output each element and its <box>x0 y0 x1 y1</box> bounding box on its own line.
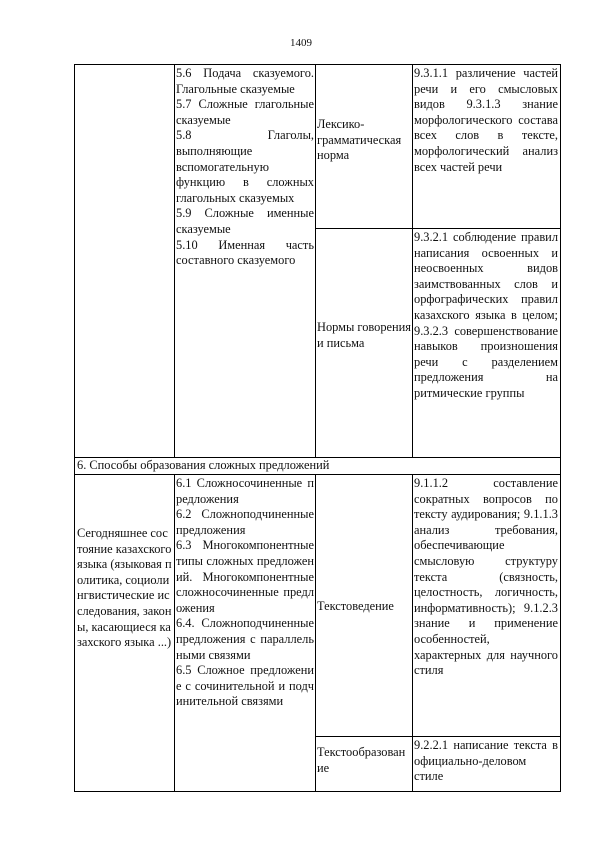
objectives-text: 9.2.2.1 написание текста в официально-деловом стиле <box>414 738 558 784</box>
norm-name-cell <box>317 599 411 619</box>
table-rule-right <box>560 64 561 792</box>
subtopic-item: 5.8 Глаголы, выполняющие вспомогательную функцию в сложных глагольных сказуемых <box>176 128 314 205</box>
table-rule-left <box>74 64 75 792</box>
subtopic-item: 5.6 Подача сказуемого. Глагольные сказуемые <box>176 66 314 96</box>
page-number: 1409 <box>290 37 312 49</box>
table-rule-col4 <box>412 64 413 458</box>
subtopics-cell-row2 <box>176 476 314 790</box>
subtopic-item: 6.5 Сложное предложение с сочинительной и подчинительной связями <box>176 663 314 709</box>
table-rule-row1-split <box>315 228 560 229</box>
table-rule-row2-split <box>315 736 560 737</box>
subtopic-item: 6.2 Сложноподчиненные предложения <box>176 507 314 537</box>
norm-name-cell <box>317 117 411 177</box>
subtopic-item: 5.10 Именная часть составного сказуемого <box>176 237 314 268</box>
norm-name: Лексико-грамматическая норма <box>317 117 402 163</box>
objectives-cell <box>414 230 558 457</box>
objectives-text: 9.3.2.1 соблюдение правил написания освоенных и неосвоенных видов заимствованных слов и орфографических правил казахского языка в целом; 9.3.2.3 совершенствование навыков произношения речи с разделением предложения на ритмические группы <box>414 230 558 400</box>
theme-cell <box>77 526 173 741</box>
objectives-cell <box>414 476 558 736</box>
subtopic-item: 5.7 Сложные глагольные сказуемые <box>176 97 314 127</box>
table-rule-col2-lower <box>174 474 175 792</box>
objectives-text: 9.1.1.2 составление сократных вопросов по тексту аудирования; 9.1.1.3 анализ требования, обеспечивающие смысловую структуру текста (связность, целостность, логичность, информативность); 9.1.2.3 знание и применение особенностей, характерных для научного стиля <box>414 476 558 678</box>
norm-name: Текстообразование <box>317 745 406 775</box>
table-rule-col2 <box>174 64 175 458</box>
norm-name-cell <box>317 320 411 380</box>
table-rule-col4-lower <box>412 474 413 792</box>
subtopic-item: 6.4. Сложноподчиненные предложения с параллельными связями <box>176 616 314 662</box>
section-header: 6. Способы образования сложных предложений <box>77 458 330 472</box>
table-rule-col3 <box>315 64 316 458</box>
theme-text: Сегодняшнее состояние казахского языка (языковая политика, социолингвистические исследования, законы, касающиеся казахского языка ...) <box>77 526 172 650</box>
objectives-cell <box>414 738 558 790</box>
table-rule-col3-lower <box>315 474 316 792</box>
table-rule-header-bottom <box>74 474 560 475</box>
subtopic-item: 6.1 Сложносочиненные предложения <box>176 476 314 506</box>
norm-name-cell <box>317 745 411 785</box>
subtopic-item: 6.3 Многокомпонентные типы сложных предложений. Многокомпонентные сложносочиненные предложения <box>176 538 314 615</box>
subtopic-item: 5.9 Сложные именные сказуемые <box>176 206 314 236</box>
table-rule-top <box>74 64 560 65</box>
subtopics-cell-row1 <box>176 66 314 292</box>
section-header-cell <box>77 458 557 474</box>
objectives-cell <box>414 66 558 228</box>
norm-name: Нормы говорения и письма <box>317 320 411 350</box>
objectives-text: 9.3.1.1 различение частей речи и его смысловых видов 9.3.1.3 знание морфологического состава всех слов в тексте, морфологический анализ всех частей речи <box>414 66 558 174</box>
table-rule-bottom <box>74 791 560 792</box>
norm-name: Текстоведение <box>317 599 394 613</box>
